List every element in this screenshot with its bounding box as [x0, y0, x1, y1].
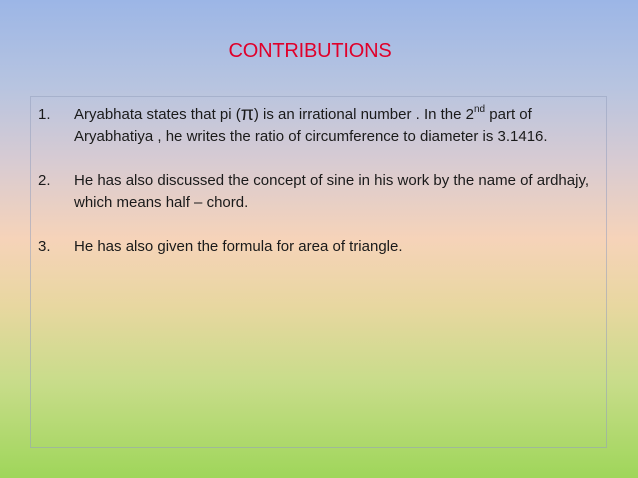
item-number: 3.	[38, 238, 51, 255]
item-text: He has also discussed the concept of sine in his work by the name of ardhajy, which means half – chord.	[74, 172, 590, 211]
list-item	[38, 104, 608, 148]
list-item	[38, 236, 608, 258]
list-item	[38, 170, 608, 214]
ordinal-superscript: nd	[473, 104, 486, 115]
slide-title: CONTRIBUTIONS	[228, 40, 392, 62]
contributions-list	[38, 104, 608, 258]
item-text-part: Aryabhata states that pi (	[74, 106, 241, 123]
pi-symbol: π	[240, 104, 254, 125]
item-text-part: part of Aryabhatiya , he writes the ratio of circumference to diameter is 3.1416.	[74, 106, 548, 145]
item-text: He has also given the formula for area of triangle.	[74, 238, 403, 255]
item-number: 1.	[38, 106, 51, 123]
item-number: 2.	[38, 172, 51, 189]
item-text-part: ) is an irrational number . In the 2	[253, 106, 474, 123]
